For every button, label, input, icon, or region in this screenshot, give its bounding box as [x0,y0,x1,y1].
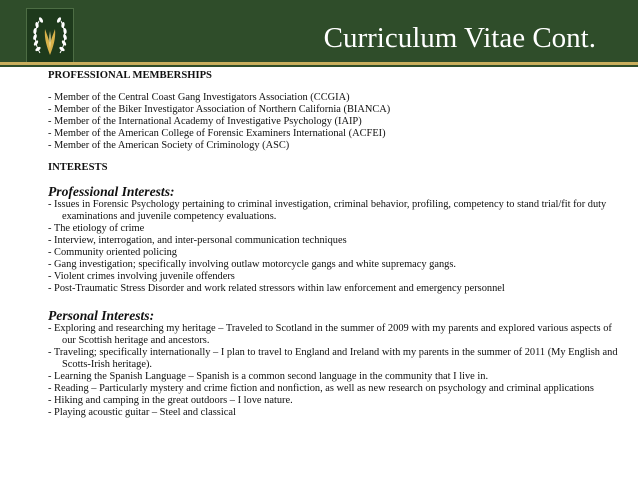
professional-interest-item: - Gang investigation; specifically involving outlaw motorcycle gangs and white supremacy gangs. [48,259,457,270]
interests-heading: INTERESTS [48,162,108,173]
cv-content [48,70,628,419]
wheat-flame-icon [27,9,73,63]
logo [26,8,74,64]
personal-interests-heading: Personal Interests: [48,308,155,323]
membership-item: - Member of the International Academy of Investigative Psychology (IAIP) [48,116,362,127]
page-title: Curriculum Vitae Cont. [323,22,596,54]
membership-item: - Member of the American College of Forensic Examiners International (ACFEI) [48,128,386,139]
professional-interest-item: - Issues in Forensic Psychology pertaining to criminal investigation, criminal behavior, profiling, competency to stand trial/fit for duty examinations and juvenile competency evaluations. [48,199,607,222]
professional-interests-heading: Professional Interests: [48,184,175,199]
header-bar [0,0,638,62]
membership-item: - Member of the American Society of Criminology (ASC) [48,140,290,151]
personal-interest-item: - Hiking and camping in the great outdoors – I love nature. [48,395,293,406]
professional-interests-list [48,199,628,295]
personal-interest-item: - Exploring and researching my heritage – Traveled to Scotland in the summer of 2009 with my parents and explored various aspects of our Scottish heritage and ancestors. [48,323,612,346]
memberships-list [48,92,628,152]
professional-interest-item: - Interview, interrogation, and inter-personal communication techniques [48,235,347,246]
professional-interest-item: - Community oriented policing [48,247,178,258]
personal-interest-item: - Learning the Spanish Language – Spanish is a common second language in the community that I live in. [48,371,489,382]
personal-interest-item: - Reading – Particularly mystery and crime fiction and nonfiction, as well as new research on psychology and criminal applications [48,383,594,394]
personal-interest-item: - Playing acoustic guitar – Steel and classical [48,407,236,418]
professional-interest-item: - The etiology of crime [48,223,145,234]
personal-interests-list [48,323,628,419]
membership-item: - Member of the Biker Investigator Association of Northern California (BIANCA) [48,104,391,115]
professional-interest-item: - Violent crimes involving juvenile offenders [48,271,235,282]
header-divider-green [0,65,638,67]
memberships-heading: PROFESSIONAL MEMBERSHIPS [48,70,212,81]
personal-interest-item: - Traveling; specifically internationally – I plan to travel to England and Ireland with my parents in the summer of 2011 (My English and Scotts-Irish heritage). [48,347,618,370]
professional-interest-item: - Post-Traumatic Stress Disorder and work related stressors within law enforcement and emergency personnel [48,283,505,294]
membership-item: - Member of the Central Coast Gang Investigators Association (CCGIA) [48,92,350,103]
